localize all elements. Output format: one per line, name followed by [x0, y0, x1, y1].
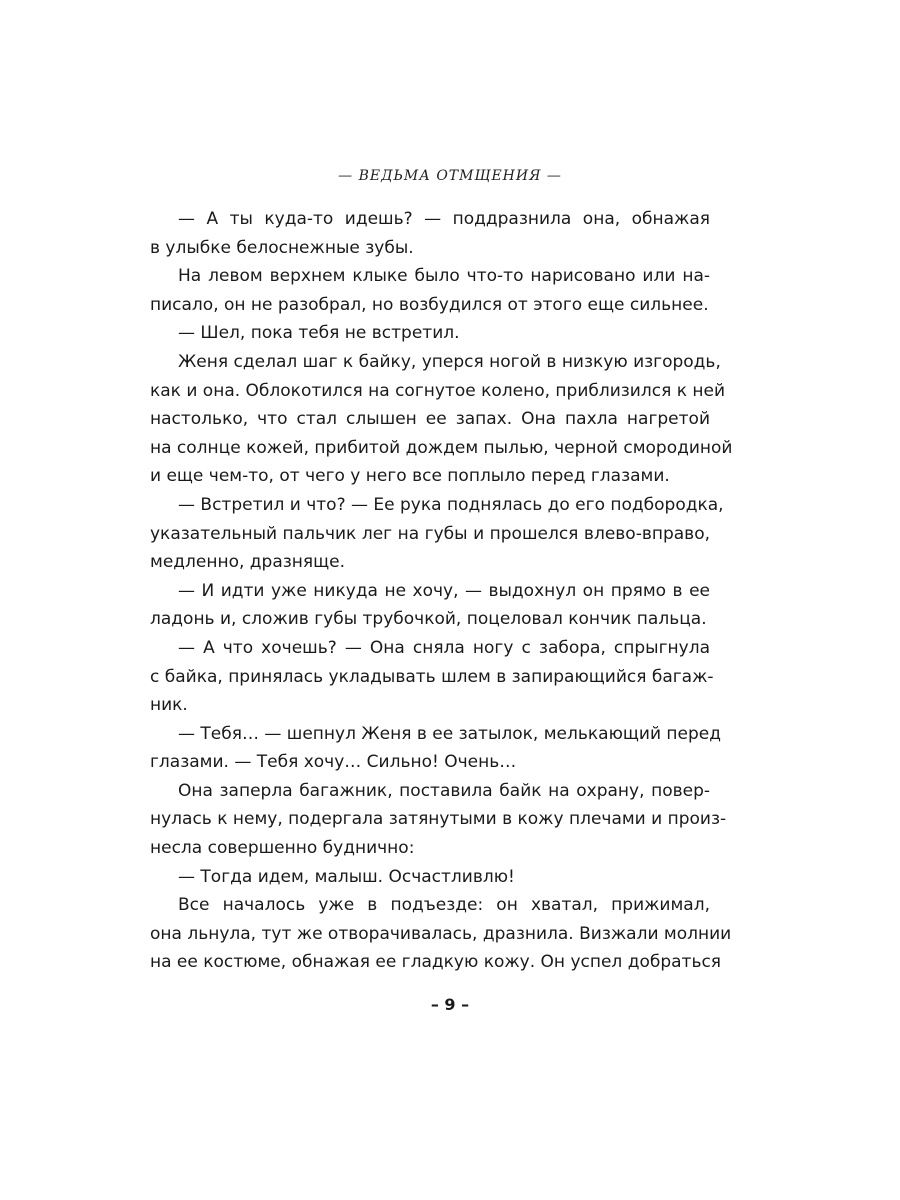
- text-line: нулась к нему, подергала затянутыми в кожу плечами и произ-: [150, 809, 727, 830]
- text-line: ладонь и, сложив губы трубочкой, поцеловал кончик пальца.: [150, 609, 707, 630]
- text-line: Женя сделал шаг к байку, уперся ногой в низкую изгородь,: [178, 351, 721, 372]
- text-line: — Встретил и что? — Ее рука поднялась до его подбородка,: [178, 494, 724, 515]
- text-line: настолько, что стал слышен ее запах. Она пахла нагретой: [150, 409, 710, 430]
- text-line: указательный пальчик лег на губы и прошелся влево-вправо,: [150, 523, 710, 544]
- text-line: она льнула, тут же отворачивалась, дразнила. Визжали молнии: [150, 923, 732, 944]
- text-line: писало, он не разобрал, но возбудился от этого еще сильнее.: [150, 294, 709, 315]
- text-line: на ее костюме, обнажая ее гладкую кожу. Он успел добраться: [150, 952, 722, 973]
- text-line: Она заперла багажник, поставила байк на охрану, повер-: [178, 780, 710, 801]
- text-line: Все началось уже в подъезде: он хватал, прижимал,: [178, 895, 710, 916]
- page-body: [150, 205, 733, 977]
- text-line: как и она. Облокотился на согнутое колено, приблизился к ней: [150, 380, 725, 401]
- page-number: – 9 –: [430, 995, 470, 1014]
- text-line: На левом верхнем клыке было что-то нарисовано или на-: [178, 266, 710, 287]
- text-line: — А ты куда-то идешь? — поддразнила она, обнажая: [178, 209, 710, 229]
- text-line: в улыбке белоснежные зубы.: [150, 237, 414, 258]
- text-line: несла совершенно буднично:: [150, 838, 415, 859]
- text-line: — Тебя… — шепнул Женя в ее затылок, мелькающий перед: [178, 723, 721, 744]
- running-head: — ВЕДЬМА ОТМЩЕНИЯ —: [338, 168, 562, 184]
- text-line: — И идти уже никуда не хочу, — выдохнул он прямо в ее: [178, 580, 710, 601]
- text-line: ник.: [150, 695, 188, 716]
- text-line: с байка, принялась укладывать шлем в запирающийся багаж-: [150, 666, 714, 687]
- text-line: глазами. — Тебя хочу… Сильно! Очень…: [150, 752, 517, 773]
- text-line: медленно, дразняще.: [150, 552, 346, 573]
- text-line: — Тогда идем, малыш. Осчастливлю!: [178, 866, 515, 887]
- text-line: и еще чем-то, от чего у него все поплыло перед глазами.: [150, 466, 670, 487]
- text-line: — Шел, пока тебя не встретил.: [178, 323, 460, 344]
- text-line: — А что хочешь? — Она сняла ногу с забора, спрыгнула: [178, 637, 710, 658]
- text-line: на солнце кожей, прибитой дождем пылью, черной смородиной: [150, 437, 733, 458]
